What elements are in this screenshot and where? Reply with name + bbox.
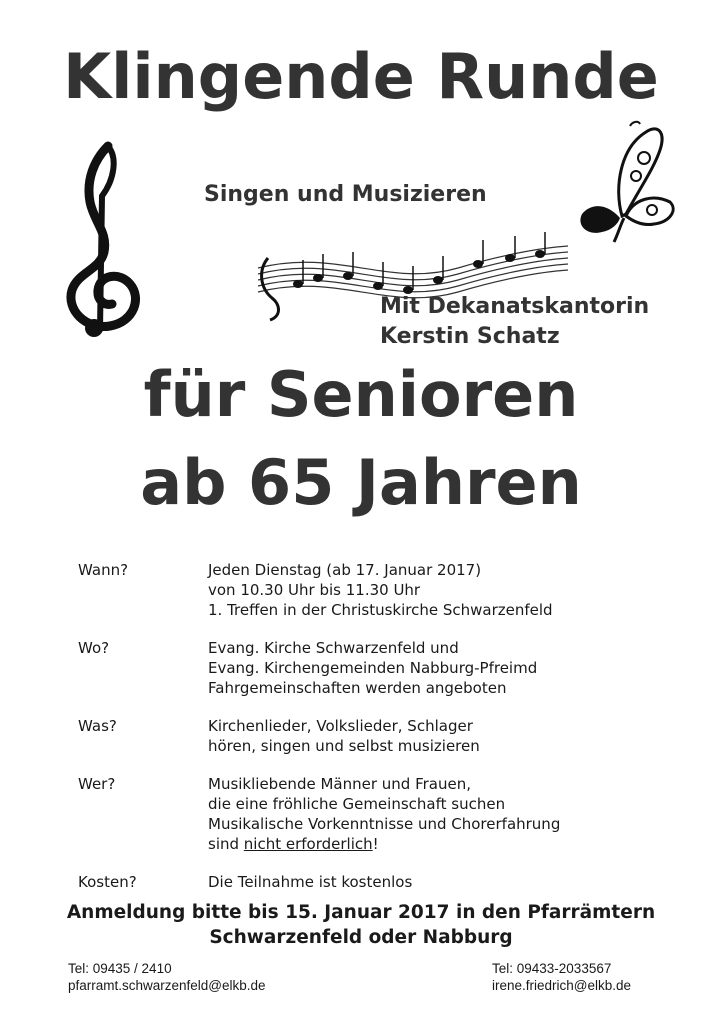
contact-email[interactable]: irene.friedrich@elkb.de [492, 978, 632, 993]
leader-block [380, 292, 649, 352]
detail-line: 1. Treffen in der Christuskirche Schwarzenfeld [208, 601, 553, 619]
leader-line-2: Kerstin Schatz [380, 324, 560, 349]
butterfly-icon [574, 118, 684, 248]
detail-line: Die Teilnahme ist kostenlos [208, 873, 413, 891]
headline-line-2: ab 65 Jahren [140, 446, 582, 519]
detail-label: Was? [78, 717, 117, 735]
headline-line-1: für Senioren [143, 358, 579, 431]
details-list [78, 560, 678, 910]
registration-line-2: Schwarzenfeld oder Nabburg [209, 927, 513, 948]
detail-row-wo [78, 638, 678, 698]
page-title: Klingende Runde [63, 40, 659, 113]
detail-label: Kosten? [78, 873, 137, 891]
detail-text: ! [372, 835, 379, 853]
detail-text: sind [208, 835, 244, 853]
contact-phone: Tel: 09435 / 2410 [68, 961, 172, 976]
detail-line: von 10.30 Uhr bis 11.30 Uhr [208, 581, 421, 599]
detail-line: Fahrgemeinschaften werden angeboten [208, 679, 507, 697]
detail-line: Kirchenlieder, Volkslieder, Schlager [208, 717, 473, 735]
contact-right [492, 960, 631, 994]
detail-line: Jeden Dienstag (ab 17. Januar 2017) [208, 561, 482, 579]
detail-row-was [78, 716, 678, 756]
detail-line: Musikliebende Männer und Frauen, [208, 775, 471, 793]
detail-line-last [208, 834, 678, 854]
subtitle: Singen und Musizieren [204, 182, 487, 207]
emphasis-underlined: nicht erforderlich [243, 835, 373, 853]
detail-row-kosten [78, 872, 678, 892]
detail-label: Wann? [78, 561, 129, 579]
registration-line-1: Anmeldung bitte bis 15. Januar 2017 in den Pfarrämtern [66, 902, 656, 923]
leader-line-1: Mit Dekanatskantorin [380, 294, 650, 319]
detail-label: Wer? [78, 775, 116, 793]
detail-line: hören, singen und selbst musizieren [208, 737, 480, 755]
contact-left [68, 960, 266, 994]
contact-phone: Tel: 09433-2033567 [492, 961, 612, 976]
detail-line: Evang. Kirche Schwarzenfeld und [208, 639, 459, 657]
detail-line: Evang. Kirchengemeinden Nabburg-Pfreimd [208, 659, 538, 677]
detail-row-wer [78, 774, 678, 854]
registration-note [0, 900, 722, 950]
detail-row-wann [78, 560, 678, 620]
treble-clef-icon [64, 140, 148, 340]
detail-line: die eine fröhliche Gemeinschaft suchen [208, 795, 506, 813]
contact-email[interactable]: pfarramt.schwarzenfeld@elkb.de [68, 978, 266, 993]
detail-label: Wo? [78, 639, 110, 657]
detail-line: Musikalische Vorkenntnisse und Chorerfahrung [208, 815, 561, 833]
